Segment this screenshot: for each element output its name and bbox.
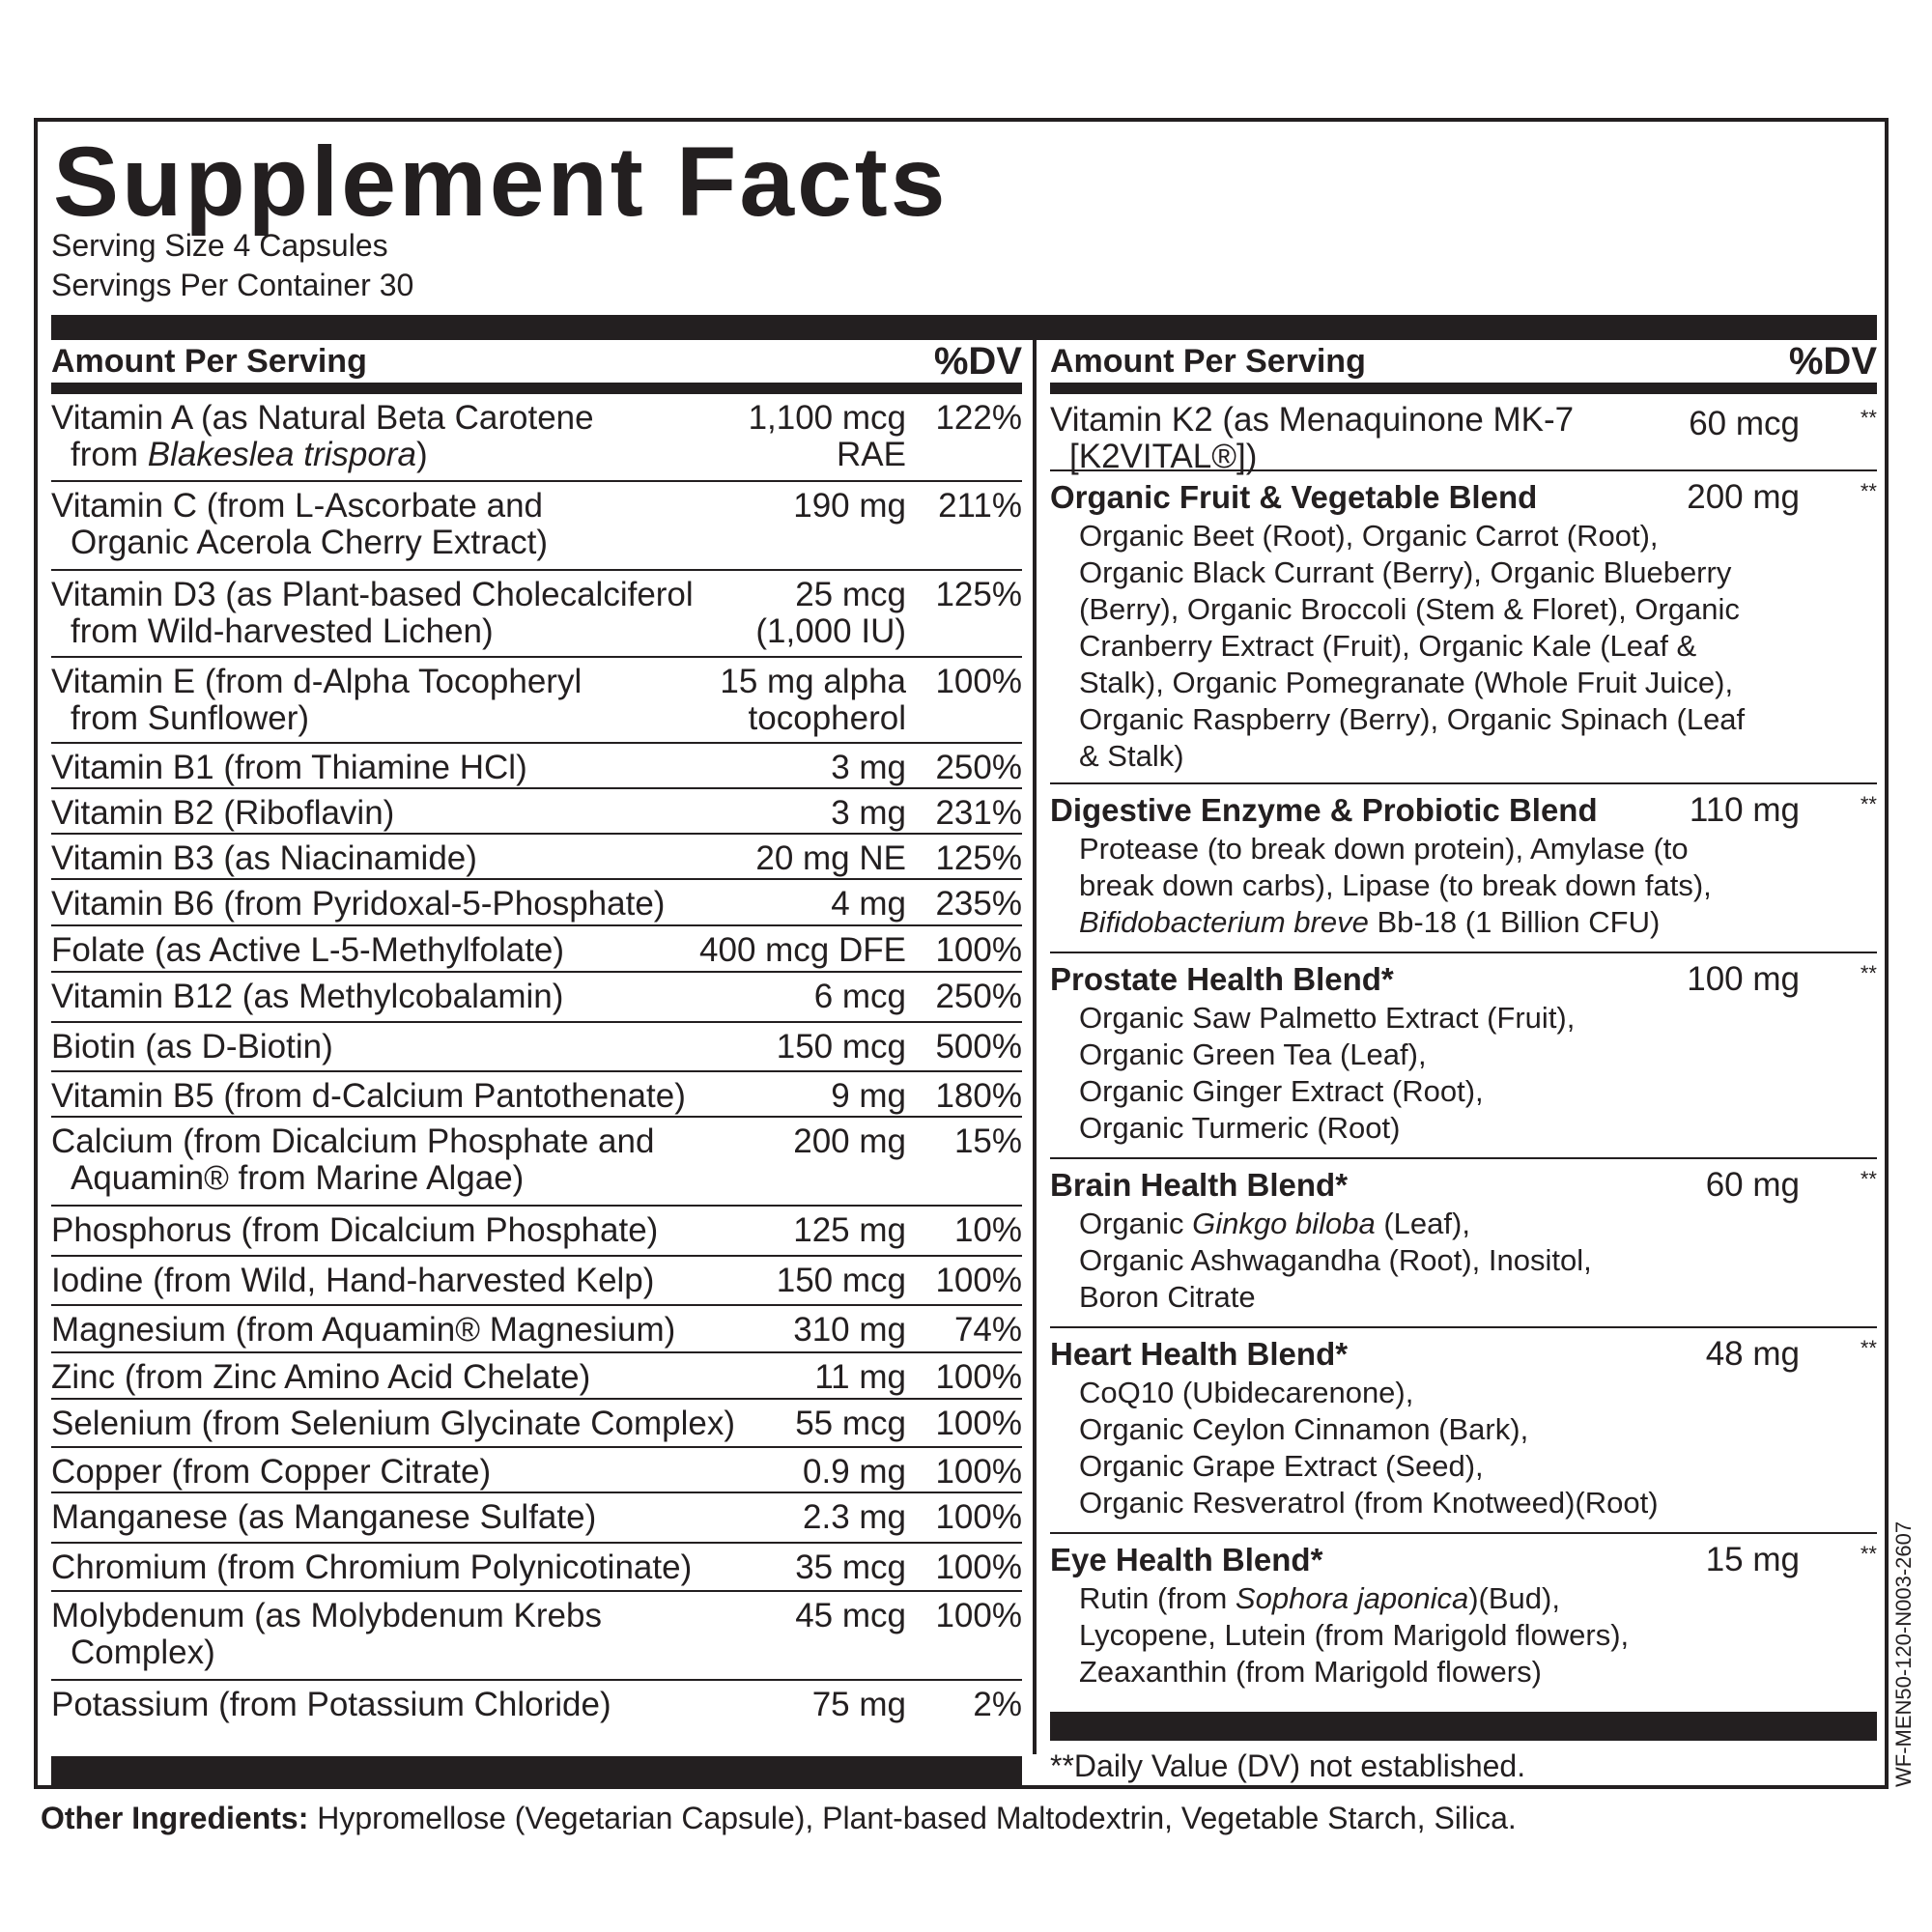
- ingredient-line: Cranberry Extract (Fruit), Organic Kale (Leaf &: [1079, 629, 1697, 663]
- nutrient-name-line: Vitamin B1 (from Thiamine HCl): [51, 749, 527, 786]
- nutrient-dv: 250%: [935, 978, 1022, 1015]
- blend-name: Heart Health Blend*: [1050, 1336, 1349, 1372]
- nutrient-amount: [812, 1687, 906, 1723]
- nutrient-amount: [803, 1454, 906, 1491]
- amount-line: 25 mcg: [795, 576, 906, 613]
- nutrient-name-line: Calcium (from Dicalcium Phosphate and: [51, 1122, 655, 1160]
- nutrient-dv: **: [1860, 406, 1877, 430]
- left-bottom-rule: [51, 1756, 1022, 1785]
- nutrient-name: [51, 750, 527, 786]
- nutrient-name-line: Zinc (from Zinc Amino Acid Chelate): [51, 1358, 591, 1396]
- nutrient-name-line: Vitamin D3 (as Plant-based Cholecalciferol: [51, 576, 694, 613]
- other-ingredients-label: Other Ingredients:: [41, 1801, 309, 1835]
- nutrient-row: [51, 1681, 1022, 1729]
- blend-name: Organic Fruit & Vegetable Blend: [1050, 479, 1538, 515]
- nutrient-dv: 125%: [935, 576, 1022, 613]
- amount-line: 150 mcg: [776, 1028, 906, 1065]
- nutrient-dv: 100%: [935, 1498, 1022, 1536]
- nutrient-dv: 231%: [935, 794, 1022, 832]
- nutrient-name-line: [51, 525, 548, 561]
- nutrient-dv: 125%: [935, 839, 1022, 877]
- nutrient-row: [51, 394, 1022, 482]
- nutrient-dv: 74%: [953, 1311, 1022, 1349]
- ingredient-text: Rutin (from: [1079, 1581, 1236, 1615]
- amount-line: 4 mg: [831, 885, 906, 923]
- serving-info: [51, 226, 413, 305]
- nutrient-dv: 100%: [935, 1597, 1022, 1634]
- blend-column: [1050, 340, 1877, 1700]
- amount-line: 3 mg: [831, 749, 906, 786]
- nutrient-name: [51, 932, 564, 969]
- dv-header-label: %DV: [933, 340, 1022, 383]
- amount-line: 1,100 mcg: [748, 399, 906, 437]
- nutrient-name-line: [51, 1634, 602, 1671]
- nutrient-name: [51, 979, 563, 1015]
- nutrient-row: [51, 880, 1022, 926]
- nutrient-dv: 211%: [938, 487, 1022, 525]
- nutrient-name: [51, 1499, 596, 1536]
- nutrient-name-line: Folate (as Active L-5-Methylfolate): [51, 931, 565, 969]
- nutrient-amount: [777, 1263, 906, 1299]
- nutrient-amount: [831, 1078, 906, 1115]
- nutrient-column: [51, 340, 1022, 1729]
- nutrient-amount: [755, 577, 906, 650]
- nutrient-name-line: [51, 1160, 654, 1197]
- ingredient-line: Organic Green Tea (Leaf),: [1079, 1037, 1427, 1071]
- amount-line: tocopherol: [748, 699, 906, 737]
- ingredient-line: [1079, 1580, 1629, 1617]
- blend-amount: 48 mg: [1705, 1335, 1800, 1373]
- blend-row: [1050, 784, 1877, 953]
- blend-ingredients: [1079, 1000, 1575, 1147]
- amount-per-serving-label: Amount Per Serving: [51, 343, 367, 380]
- ingredient-line: & Stalk): [1079, 739, 1184, 773]
- nutrient-amount: [814, 1359, 906, 1396]
- amount-line: 15 mg alpha: [720, 663, 906, 700]
- amount-line: 3 mg: [831, 794, 906, 832]
- ingredient-line: Lycopene, Lutein (from Marigold flowers),: [1079, 1618, 1630, 1652]
- nutrient-name-line: Phosphorus (from Dicalcium Phosphate): [51, 1211, 659, 1249]
- nutrient-row: [51, 1207, 1022, 1257]
- blend-amount: 200 mg: [1687, 478, 1800, 516]
- nutrient-dv: 250%: [935, 749, 1022, 786]
- ingredient-italic: Bifidobacterium breve: [1079, 905, 1369, 939]
- nutrient-dv: 100%: [935, 931, 1022, 969]
- ingredient-line: Boron Citrate: [1079, 1280, 1256, 1314]
- blend-name: Eye Health Blend*: [1050, 1542, 1323, 1577]
- ingredient-italic: Ginkgo biloba: [1192, 1207, 1376, 1240]
- name-text: from: [71, 436, 148, 473]
- nutrient-name-line: Vitamin C (from L-Ascorbate and: [51, 487, 544, 525]
- blend-name: Prostate Health Blend*: [1050, 961, 1394, 997]
- name-text: Complex): [71, 1634, 215, 1671]
- amount-line: 20 mg NE: [755, 839, 906, 877]
- ingredient-line: Organic Ceylon Cinnamon (Bark),: [1079, 1412, 1529, 1446]
- nutrient-dv: 100%: [935, 1548, 1022, 1586]
- nutrient-row: [51, 1493, 1022, 1544]
- blend-amount: 110 mg: [1689, 791, 1800, 829]
- nutrient-dv: 235%: [935, 885, 1022, 923]
- nutrient-amount: [795, 1549, 906, 1586]
- vitamin-k2-row: [1050, 394, 1877, 475]
- nutrient-name-line: Vitamin B12 (as Methylcobalamin): [51, 978, 564, 1015]
- ingredient-line: (Berry), Organic Broccoli (Stem & Floret), Organic: [1079, 592, 1740, 626]
- nutrient-row: [51, 1400, 1022, 1448]
- amount-line: 55 mcg: [795, 1405, 906, 1442]
- nutrient-name-line: Vitamin B2 (Riboflavin): [51, 794, 395, 832]
- amount-line: 0.9 mg: [803, 1453, 906, 1491]
- nutrient-dv: 10%: [953, 1211, 1022, 1249]
- name-italic: Blakeslea trispora: [147, 436, 416, 473]
- amount-line: 11 mg: [814, 1358, 906, 1396]
- ingredient-line: Zeaxanthin (from Marigold flowers): [1079, 1655, 1542, 1689]
- nutrient-name-line: Magnesium (from Aquamin® Magnesium): [51, 1311, 676, 1349]
- nutrient-name: [51, 577, 694, 650]
- nutrient-name: [51, 886, 665, 923]
- amount-line: 310 mg: [793, 1311, 906, 1349]
- blend-name: Digestive Enzyme & Probiotic Blend: [1050, 792, 1598, 828]
- nutrient-name-line: Vitamin B6 (from Pyridoxal-5-Phosphate): [51, 885, 666, 923]
- ingredient-line: Stalk), Organic Pomegranate (Whole Fruit Juice),: [1079, 666, 1734, 699]
- nutrient-row: [51, 973, 1022, 1023]
- nutrient-dv: 15%: [953, 1122, 1022, 1160]
- nutrient-dv: 180%: [935, 1077, 1022, 1115]
- nutrient-name: [51, 1212, 658, 1249]
- nutrient-name-line: Biotin (as D-Biotin): [51, 1028, 333, 1065]
- blend-amount: 100 mg: [1687, 960, 1800, 998]
- nutrient-name: [51, 1687, 611, 1723]
- nutrient-name: [51, 1312, 675, 1349]
- servings-per-container: Servings Per Container 30: [51, 268, 414, 302]
- nutrient-dv: 100%: [935, 663, 1022, 700]
- nutrient-amount: [755, 840, 906, 877]
- name-text: ): [415, 436, 428, 473]
- left-column-header: [51, 340, 1022, 383]
- nutrient-name: [51, 840, 477, 877]
- blend-amount: 60 mg: [1705, 1166, 1800, 1204]
- amount-line: 190 mg: [793, 487, 906, 525]
- serving-size: Serving Size 4 Capsules: [51, 228, 388, 263]
- ingredient-text: )(Bud),: [1468, 1581, 1560, 1615]
- nutrient-name: [51, 1598, 602, 1671]
- amount-line: 35 mcg: [795, 1548, 906, 1586]
- blend-dv: **: [1860, 479, 1877, 503]
- ingredient-line: Protease (to break down protein), Amylase (to: [1079, 832, 1689, 866]
- nutrient-row: [51, 482, 1022, 571]
- amount-line: 9 mg: [831, 1077, 906, 1115]
- name-text: Aquamin® from Marine Algae): [71, 1159, 525, 1197]
- amount-per-serving-label: Amount Per Serving: [1050, 343, 1366, 380]
- nutrient-amount: [795, 1406, 906, 1442]
- nutrient-name-line: Copper (from Copper Citrate): [51, 1453, 492, 1491]
- nutrient-row: [51, 571, 1022, 658]
- nutrient-dv: 100%: [935, 1405, 1022, 1442]
- other-ingredients: [41, 1799, 1517, 1837]
- nutrient-row: [51, 744, 1022, 789]
- nutrient-amount: [777, 1029, 906, 1065]
- nutrient-amount: [793, 1123, 906, 1160]
- nutrient-row: [51, 1592, 1022, 1681]
- nutrient-amount: [795, 1598, 906, 1634]
- nutrient-name-line: Vitamin E (from d-Alpha Tocopheryl: [51, 663, 582, 700]
- nutrient-dv: 100%: [935, 1262, 1022, 1299]
- blend-ingredients: [1079, 831, 1712, 941]
- nutrient-amount: [831, 886, 906, 923]
- ingredient-line: Organic Grape Extract (Seed),: [1079, 1449, 1484, 1483]
- nutrient-name-line: Vitamin B3 (as Niacinamide): [51, 839, 477, 877]
- blend-dv: **: [1860, 1542, 1877, 1566]
- blend-dv: **: [1860, 961, 1877, 985]
- nutrient-name-line: Vitamin A (as Natural Beta Carotene: [51, 399, 594, 437]
- ingredient-line: Organic Black Currant (Berry), Organic Blueberry: [1079, 555, 1732, 589]
- nutrient-name-line: Potassium (from Potassium Chloride): [51, 1686, 611, 1723]
- nutrient-row: [51, 1306, 1022, 1353]
- nutrient-row: [51, 789, 1022, 835]
- amount-line: RAE: [837, 436, 906, 473]
- name-text: Organic Acerola Cherry Extract): [71, 524, 549, 561]
- nutrient-amount: [720, 664, 906, 737]
- panel-title: Supplement Facts: [53, 127, 949, 237]
- ingredient-line: break down carbs), Lipase (to break down fats),: [1079, 868, 1712, 902]
- nutrient-name-line: Vitamin K2 (as Menaquinone MK-7: [1050, 401, 1575, 439]
- top-thick-rule: [51, 315, 1877, 340]
- nutrient-name-line: Chromium (from Chromium Polynicotinate): [51, 1548, 693, 1586]
- nutrient-row: [51, 1023, 1022, 1072]
- nutrient-amount: [699, 932, 906, 969]
- amount-line: 125 mg: [793, 1211, 906, 1249]
- blend-row: [1050, 471, 1877, 784]
- blend-ingredients: [1079, 1580, 1629, 1690]
- nutrient-name-line: Selenium (from Selenium Glycinate Complex): [51, 1405, 736, 1442]
- nutrient-table: [51, 394, 1022, 1729]
- nutrient-row: [51, 1257, 1022, 1306]
- column-divider: [1033, 315, 1037, 1754]
- blend-dv: **: [1860, 1336, 1877, 1360]
- ingredient-line: [1079, 904, 1712, 941]
- nutrient-name: [51, 488, 548, 561]
- nutrient-name: [51, 1359, 590, 1396]
- ingredient-line: [1079, 1206, 1592, 1242]
- amount-line: 6 mcg: [813, 978, 906, 1015]
- blend-ingredients: [1079, 518, 1745, 775]
- dv-footnote: **Daily Value (DV) not established.: [1050, 1748, 1526, 1783]
- header-rule: [1050, 383, 1877, 394]
- nutrient-name: [51, 1123, 654, 1197]
- blend-row: [1050, 1328, 1877, 1534]
- amount-line: 45 mcg: [795, 1597, 906, 1634]
- nutrient-name: [51, 1549, 692, 1586]
- blend-table: [1050, 471, 1877, 1700]
- nutrient-row: [51, 926, 1022, 973]
- nutrient-name: [51, 1078, 686, 1115]
- ingredient-line: Organic Beet (Root), Organic Carrot (Root),: [1079, 519, 1659, 553]
- nutrient-name-line: [K2VITAL®]): [1069, 438, 1258, 475]
- blend-ingredients: [1079, 1206, 1592, 1316]
- nutrient-amount: [814, 979, 906, 1015]
- nutrient-name-line: [51, 437, 594, 473]
- ingredient-line: Organic Turmeric (Root): [1079, 1111, 1401, 1145]
- supplement-facts-panel: [34, 118, 1889, 1789]
- right-column-header: [1050, 340, 1877, 383]
- nutrient-name-line: [51, 613, 694, 650]
- nutrient-name-line: [51, 700, 582, 737]
- nutrient-amount: [803, 1499, 906, 1536]
- amount-line: 400 mcg DFE: [699, 931, 906, 969]
- nutrient-name: [51, 664, 582, 737]
- nutrient-name: [51, 1263, 654, 1299]
- blend-dv: **: [1860, 792, 1877, 816]
- nutrient-amount: [793, 1312, 906, 1349]
- nutrient-name: [51, 400, 594, 473]
- amount-line: 150 mcg: [776, 1262, 906, 1299]
- ingredient-text: Organic: [1079, 1207, 1193, 1240]
- amount-line: 2.3 mg: [803, 1498, 906, 1536]
- nutrient-name-line: Manganese (as Manganese Sulfate): [51, 1498, 597, 1536]
- nutrient-amount: 60 mcg: [1689, 405, 1800, 442]
- nutrient-row: [51, 1544, 1022, 1592]
- nutrient-amount: [793, 488, 906, 525]
- nutrient-dv: 122%: [935, 399, 1022, 437]
- product-code: WF-MEN50-120-N003-2607: [1891, 1520, 1916, 1787]
- nutrient-amount: [793, 1212, 906, 1249]
- nutrient-name: [1050, 402, 1574, 475]
- nutrient-row: [51, 1118, 1022, 1207]
- nutrient-dv: 100%: [935, 1358, 1022, 1396]
- ingredient-text: (Leaf),: [1375, 1207, 1470, 1240]
- nutrient-name: [51, 1454, 491, 1491]
- nutrient-row: [51, 1072, 1022, 1118]
- nutrient-name-line: Vitamin B5 (from d-Calcium Pantothenate): [51, 1077, 686, 1115]
- blend-amount: 15 mg: [1705, 1541, 1800, 1578]
- blend-row: [1050, 953, 1877, 1159]
- name-text: from Wild-harvested Lichen): [71, 612, 494, 650]
- amount-line: 200 mg: [793, 1122, 906, 1160]
- ingredient-line: Organic Raspberry (Berry), Organic Spinach (Leaf: [1079, 702, 1746, 736]
- ingredient-line: CoQ10 (Ubidecarenone),: [1079, 1376, 1414, 1409]
- ingredient-text: Bb-18 (1 Billion CFU): [1368, 905, 1661, 939]
- nutrient-row: [51, 1353, 1022, 1400]
- blend-dv: **: [1860, 1167, 1877, 1191]
- nutrient-name: [51, 1029, 333, 1065]
- ingredient-line: Organic Saw Palmetto Extract (Fruit),: [1079, 1001, 1576, 1035]
- nutrient-dv: 2%: [973, 1686, 1022, 1723]
- nutrient-name-line: Iodine (from Wild, Hand-harvested Kelp): [51, 1262, 655, 1299]
- nutrient-amount: [831, 795, 906, 832]
- nutrient-row: [51, 1448, 1022, 1493]
- header-rule: [51, 383, 1022, 394]
- ingredient-italic: Sophora japonica: [1235, 1581, 1469, 1615]
- ingredient-line: Organic Resveratrol (from Knotweed)(Root): [1079, 1486, 1659, 1520]
- nutrient-row: [51, 658, 1022, 744]
- amount-line: (1,000 IU): [755, 612, 906, 650]
- blend-row: [1050, 1534, 1877, 1700]
- nutrient-amount: [749, 400, 906, 473]
- name-text: from Sunflower): [71, 699, 310, 737]
- blend-ingredients: [1079, 1375, 1659, 1521]
- nutrient-name: [51, 795, 394, 832]
- nutrient-name: [51, 1406, 735, 1442]
- nutrient-row: [51, 835, 1022, 880]
- ingredient-line: Organic Ashwagandha (Root), Inositol,: [1079, 1243, 1592, 1277]
- right-bottom-rule: [1050, 1712, 1877, 1741]
- nutrient-dv: 500%: [935, 1028, 1022, 1065]
- nutrient-name-line: Molybdenum (as Molybdenum Krebs: [51, 1597, 602, 1634]
- blend-row: [1050, 1159, 1877, 1328]
- dv-header-label: %DV: [1788, 340, 1877, 383]
- blend-name: Brain Health Blend*: [1050, 1167, 1349, 1203]
- ingredient-line: Organic Ginger Extract (Root),: [1079, 1074, 1484, 1108]
- nutrient-amount: [831, 750, 906, 786]
- nutrient-dv: 100%: [935, 1453, 1022, 1491]
- other-ingredients-text: Hypromellose (Vegetarian Capsule), Plant-based Maltodextrin, Vegetable Starch, Silica.: [308, 1801, 1517, 1835]
- amount-line: 75 mg: [811, 1686, 906, 1723]
